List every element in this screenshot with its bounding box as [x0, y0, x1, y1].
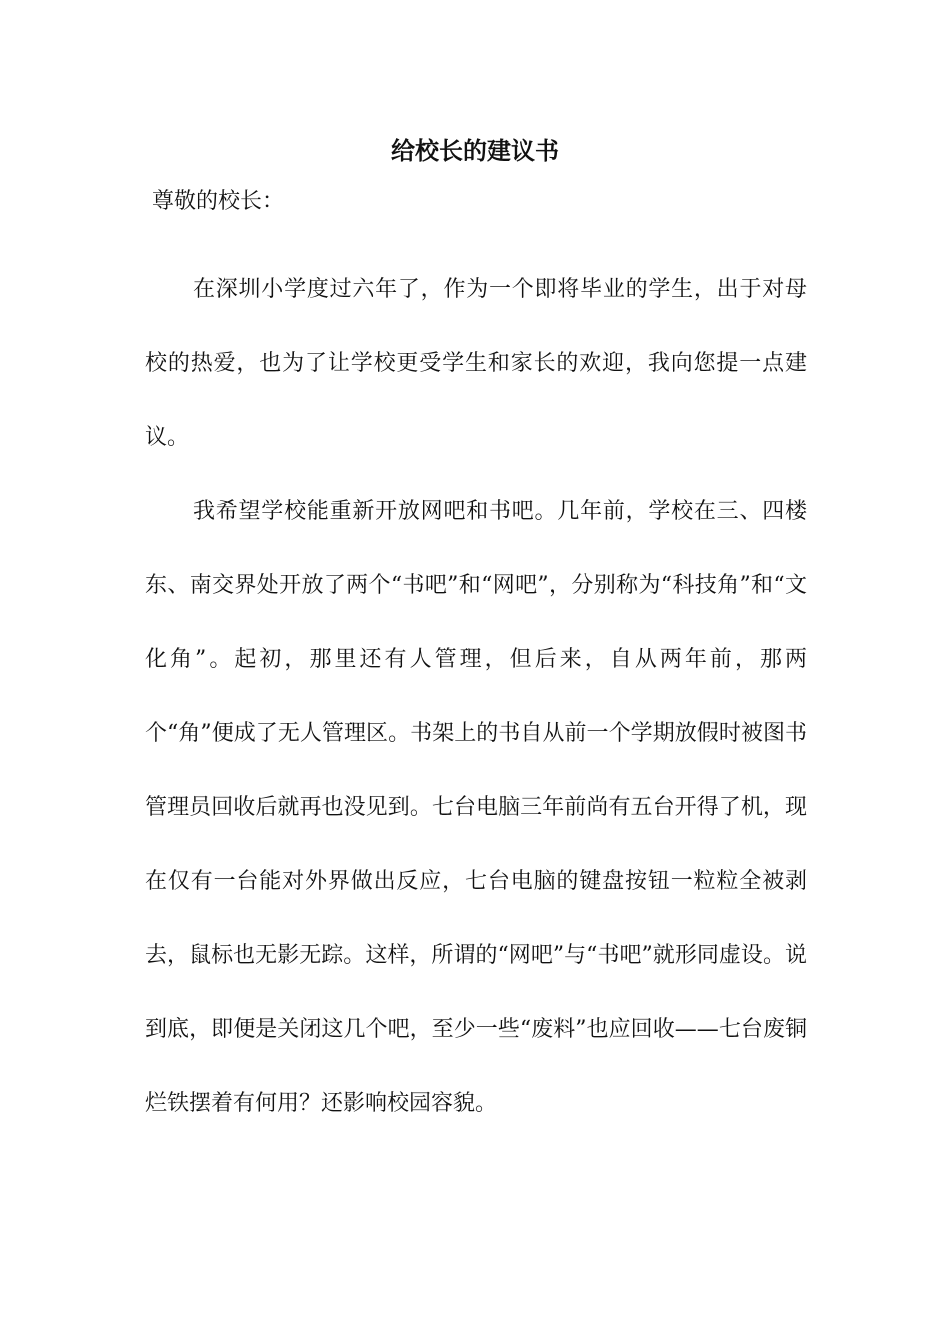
document-body	[145, 253, 807, 1141]
paragraph-2: 我希望学校能重新开放网吧和书吧。几年前，学校在三、四楼东、南交界处开放了两个“书吧”和“网吧”，分别称为“科技角”和“文化角”。起初，那里还有人管理，但后来，自从两年前，那两个“角”便成了无人管理区。书架上的书自从前一个学期放假时被图书管理员回收后就再也没见到。七台电脑三年前尚有五台开得了机，现在仅有一台能对外界做出反应，七台电脑的键盘按钮一粒粒全被剥去，鼠标也无影无踪。这样，所谓的“网吧”与“书吧”就形同虚设。说到底，即便是关闭这几个吧，至少一些“废料”也应回收——七台废铜烂铁摆着有何用？还影响校园容貌。	[145, 499, 807, 1116]
salutation: 尊敬的校长：	[152, 189, 285, 214]
document-title: 给校长的建议书	[391, 136, 559, 165]
paragraph-1: 在深圳小学度过六年了，作为一个即将毕业的学生，出于对母校的热爱，也为了让学校更受学生和家长的欢迎，我向您提一点建议。	[145, 277, 807, 450]
